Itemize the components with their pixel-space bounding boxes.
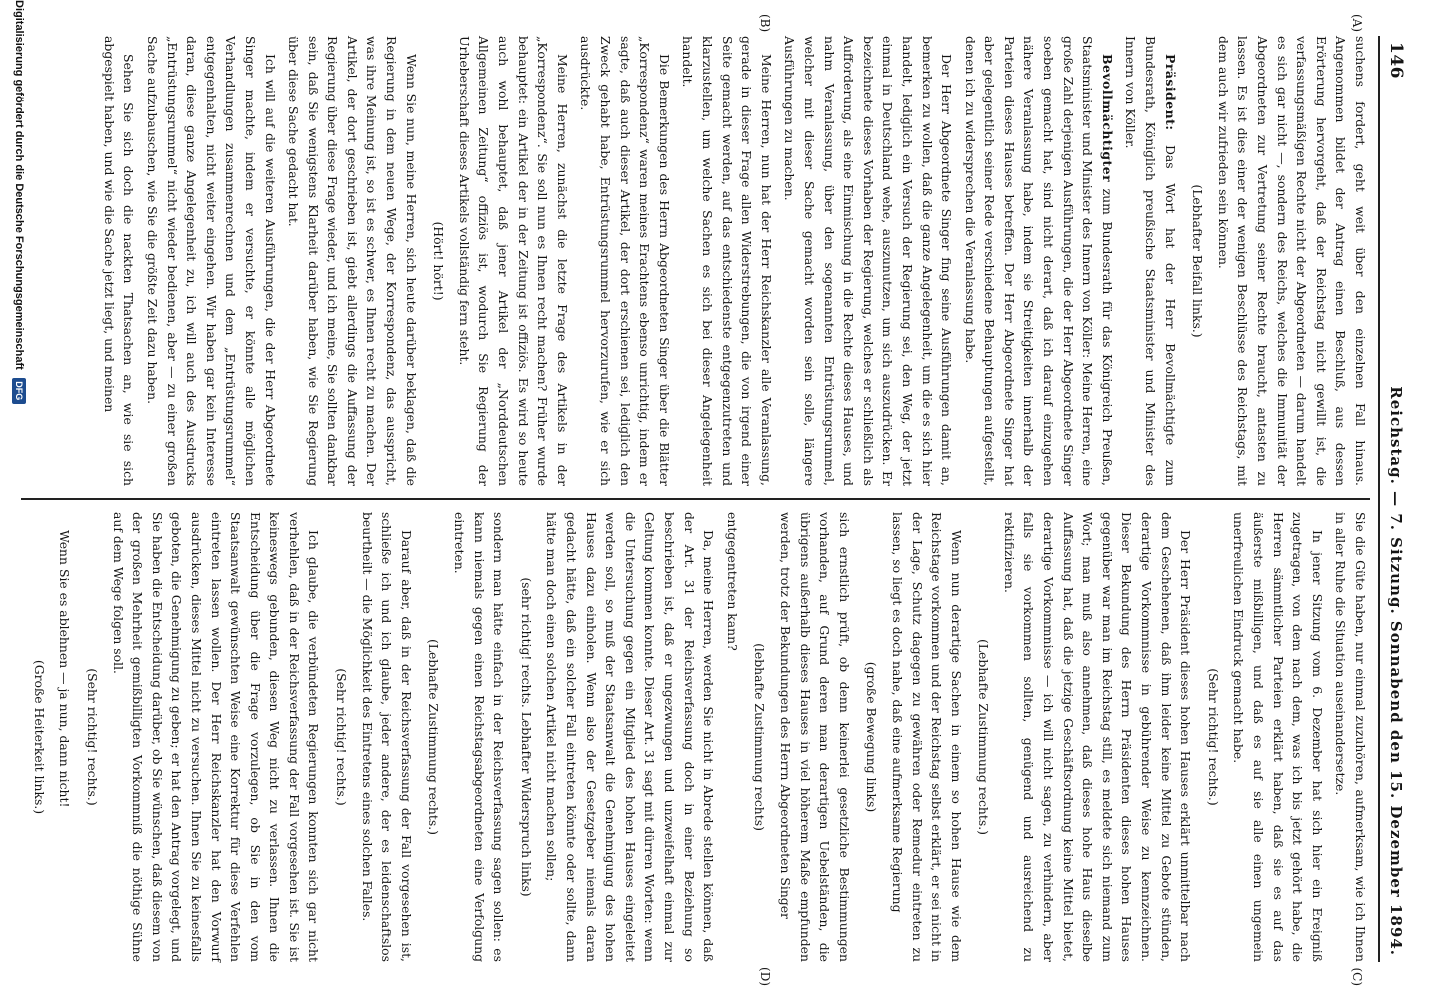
margin-mark-b: (B) (758, 14, 772, 33)
paragraph: suchens fordert, geht weit über den einzelnen Fall hinaus. Angenommen bildet der Antrag einen Beschluß, aus dessen Erörterung hervorgeht, daß der Reichstag nicht gewillt ist, die verfassungsmäßigen Rechte nicht der Abgeordneten — darum handelt es sich gar nicht —, sondern des Reichs, welches die Immunität der Abgeordneten zur Vertretung seiner Rechte braucht, antasten zu lassen. Es ist dies einer der wenigen Beschlüsse des Reichstags, mit dem auch wir zufrieden sein können. (1215, 36, 1368, 486)
digitization-credit (8, 0, 30, 1000)
paragraph: Ich glaube, die verbündeten Regierungen konnten sich gar nicht verhehlen, daß in der Reichsverfassung der Fall vorgesehen ist. Sie ist keineswegs gebunden, diesen Weg nicht zu verlassen. Ihnen die Entscheidung über die Frage vorzulegen, ob Sie in den vom Staatsanwalt gewünschten Weise eine Korrektur für diese Verfehlen eintreten lassen wollen. Der Herr Reichskanzler hat den Vorwurf ausdrücken, dieses Mittel nicht zu versuchen. Ihnen Sie zu keinesfalls geboten, die Genehmigung zu geben; er hat den Antrag vorgelegt, und Sie haben die Entscheidung darüber, ob Sie wünschen, daß diesem von der großen Mehrheit gemißbilligten Vorkommniß die nöthige Sühne auf dem Wege folgen soll. (110, 512, 322, 962)
paragraph: Der Herr Abgeordnete Singer fing seine Ausführungen damit an, bemerken zu wollen, daß die ganze Angelegenheit, um die es sich hier handelt, lediglich ein Versuch der Regierung sei, den Weg, der jetzt einmal in Deutschland wehe, auszunutzen, um sich auszudrücken. Er bezeichnete dieses Vorhaben der Regierung, welches er schließlich als Aufforderung, als eine Einmischung in die Rechte dieses Hauses, und nahm Veranlassung, über den sogenannten Entrüstungsrummel, welcher mit dieser Sache gemacht worden sein solle, längere Ausführungen zu machen. (782, 36, 955, 486)
paragraph: Sie die Güte haben, nur einmal zuzuhören, aufmerksam, wie ich Ihnen in aller Ruhe die Situation auseinandersetze. (1333, 512, 1368, 962)
paragraph (1121, 36, 1180, 486)
interjection: (Große Heiterkeit links.) (31, 659, 47, 815)
paragraph: Darauf aber, daß in der Reichsverfassung der Fall vorgesehen ist, schließe ich und ich glaube, jeder andere, der es leidenschaftslos beurtheilt — die Möglichkeit des Eintretens eines solchen Falles. (359, 512, 414, 962)
paragraph: In jener Sitzung vom 6. Dezember hat sich hier ein Ereigniß zugetragen, von dem nach dem, was ich bis jetzt gehört habe, die Herren sämmtlicher Parteien erklärt haben, daß sie es auf das äußerste mißbilligen, und daß es auf sie alle einen ungemein unerfreulichen Eindruck gemacht habe. (1231, 512, 1325, 962)
interjection: (Sehr richtig! rechts.) (84, 668, 100, 806)
margin-mark-d: (D) (758, 967, 772, 986)
paragraph: Wenn Sie es ablehnen — ja nun, dann nicht! (57, 530, 73, 808)
running-header (1378, 36, 1406, 962)
paragraph: Ich will auf die weiteren Ausführungen, die der Herr Abgeordnete Singer machte, indem er versuchte, er könnte alle möglichen Verhandlungen zusammenrechnen und dem „Entrüstungsrummel“ entgegenhalten, nicht weiter eingehen. Wir haben gar kein Interesse daran, diese ganze Angelegenheit zu, ich will auch des Ausdrucks „Entrüstungsrummel“ nicht wieder bedienen, aber — zu einer großen Sache aufzubauschen, wie Sie die größte Zeit dazu haben. (144, 36, 278, 486)
speaker-name: Bevollmächtigter (1099, 54, 1115, 183)
paragraph: Da, meine Herren, werden Sie nicht in Abrede stellen können, daß der Art. 31 der Reichsverfassung doch in einer Beziehung so beschrieben ist, daß er ungezwungen und unzweifelhaft einmal zur Geltung kommen konnte. Dieser Art. 31 sagt mit dürren Worten: wenn die Untersuchung gegen ein Mitglied des hohen Hauses eingeleitet werden soll, so muß der Staatsanwalt die Genehmigung des hohen Hauses dazu einholen. Wenn also der Gesetzgeber niemals daran gedacht hätte, daß ein solcher Fall eintreten könnte oder sollte, dann hätte man doch einen solchen Artikel nicht machen sollen; (544, 512, 717, 962)
left-column (21, 14, 1370, 486)
interjection: (Lebhafte Zustimmung rechts.) (426, 638, 442, 836)
credit-text: Digitalisierung gefördert durch die Deutsche Forschungsgemeinschaft (13, 0, 25, 370)
paragraph-text: Das Wort hat der Herr Bevollmächtigte zum Bundesrath, Königlich preußische Staatsminister und Minister des Innern von Köller. (1123, 36, 1178, 486)
paragraph: Meine Herren, zunächst die letzte Frage des Artikels in der „Korrespondenz“. Sie soll nun es Ihnen recht machen? Früher wurde behauptet: ein Artikel der in der Zeitung ist offiziös. Es wird so heute auch wohl behauptet, daß jener Artikel der „Norddeutschen Allgemeinen Zeitung“ offiziös ist, wodurch Sie Regierung der Urheberschaft dieses Artikels vollständig fern steht. (456, 36, 570, 486)
interjection: (lebhafte Zustimmung rechts) (752, 643, 768, 831)
paragraph: Wenn nun derartige Sachen in einem so hohen Hause wie dem Reichstage vorkommen und der Reichstag selbst erklärt, er sei nicht in der Lage, Schutz dagegen zu gewähren oder Remedur eintreten zu lassen, so liegt es doch nahe, daß eine aufmerksame Regierung (889, 512, 964, 962)
paragraph (960, 36, 1117, 486)
paragraph-text: zum Bundesrath für das Königreich Preußen, Staatsminister und Minister des Innern von Köller: Meine Herren, eine große Zahl derjenigen Ausführungen, die der Herr Abgeordnete Singer soeben gemacht hat, sind nicht derart, daß ich darauf einzugehen nähere Veranlassung habe, indem sie Streitigkeiten innerhalb der Parteien dieses Hauses betreffen. Der Herr Abgeordnete Singer hat aber gelegentlich seiner Rede verschiedene Behauptungen aufgestellt, denen ich zu widersprechen die Veranlassung habe. (962, 36, 1115, 486)
right-column (21, 512, 1370, 986)
text-columns (21, 14, 1378, 986)
margin-mark-a: (A) (1350, 14, 1364, 33)
paragraph: sondern man hätte einfach in der Reichsverfassung sagen sollen: es kann niemals gegen einen Reichstagsabgeordneten eine Verfolgung eintreten. (452, 512, 507, 962)
paragraph: Sehen Sie sich doch die nackten Thatsachen an, wie sie sich abgespielt haben, und wie die Sache jetzt liegt, und meinen (101, 36, 137, 486)
paragraph: Wenn Sie nun, meine Herren, sich heute darüber beklagen, daß die Regierung in dem neuen Wege, der Korrespondenz, das ausspricht, was ihre Meinung ist, so ist es schwer, es Ihnen recht zu machen. Der Artikel, der dort geschrieben ist, giebt allerdings die Auffassung der Regierung über diese Frage wieder, und ich meine, Sie sollten dankbar sein, daß Sie wenigstens Klarheit darüber haben, wie Sie Regierung über diese Sache gedacht hat. (286, 36, 419, 486)
dfg-logo: DFG (12, 378, 26, 404)
interjection: (sehr richtig! rechts. Lebhafter Widerspruch links) (518, 577, 534, 897)
interjection: (große Bewegung links) (864, 661, 880, 813)
interjection: (Hört! hört!) (431, 221, 447, 301)
column-divider (21, 498, 1370, 500)
interjection: (Sehr richtig! rechts.) (334, 668, 350, 806)
interjection: (Lebhafter Beifall links.) (1190, 184, 1206, 338)
margin-mark-c: (C) (1350, 967, 1364, 986)
paragraph: entgegentreten kann? (724, 512, 740, 651)
page-number: 146 (1386, 42, 1406, 79)
paragraph: sich ernstlich prüft, ob denn keinerlei gesetzliche Bestimmungen vorhanden, auf Grund deren man derartigen Uebelständen, die übrigens außerhalb dieses Hauses in viel höherem Maße empfunden werden, trotz der Bekundungen des Herrn Abgeordneten Singer (777, 512, 852, 962)
paragraph: Die Bemerkungen des Herrn Abgeordneten Singer über die Blätter „Korrespondenz“ waren meines Erachtens ebenso unrichtig, indem er sagte, daß auch dieser Artikel, der dort erschienen sei, lediglich den Zweck gehabt habe, Entrüstungsrummel hervorzurufen, wie er sich ausdrückte. (578, 36, 672, 486)
interjection: (Sehr richtig! rechts.) (1205, 668, 1221, 806)
running-head: Reichstag. — 7. Sitzung. Sonnabend den 15. Dezember 1894. (1387, 386, 1405, 956)
interjection: (Lebhafte Zustimmung rechts.) (976, 638, 992, 836)
speaker-name: Präsident: (1162, 54, 1178, 131)
paragraph: Der Herr Präsident dieses hohen Hauses erklärt unmittelbar nach dem Geschehenen, daß ihm leider keine Mittel zu Gebote stünden, derartige Vorkommnisse in gebührender Weise zu kennzeichnen. Dieser Bekundung des Herrn Präsidenten dieses hohen Hauses gegenüber war man im Reichstag still, es meldete sich niemand zum Wort; man muß also annehmen, daß dieses hohe Haus dieselbe Auffassung hat, daß die jetzige Geschäftsordnung keine Mittel bietet, derartige Vorkommnisse — ich will nicht sagen, zu verhindern, aber falls sie vorkommen sollten, genügend und ausreichend zu rektifizieren. (1001, 512, 1194, 962)
paragraph: Meine Herren, nun hat der Herr Reichskanzler alle Veranlassung, gerade in dieser Frage allen Widerstrebungen, die von irgend einer Seite gemacht werden, auf das entschiedenste entgegenzutreten und klarzustellen, um welche Sachen es sich bei dieser Angelegenheit handelt. (680, 36, 774, 486)
